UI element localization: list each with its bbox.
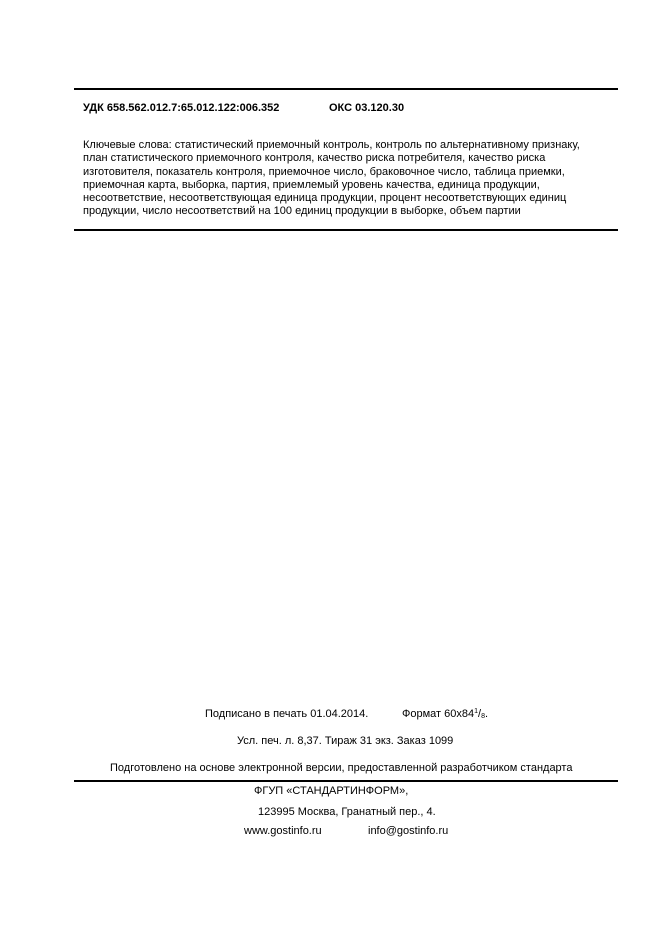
postal-address: 123995 Москва, Гранатный пер., 4.	[258, 806, 436, 818]
bottom-divider	[74, 780, 618, 782]
keywords-line: Ключевые слова: статистический приемочный контроль, контроль по альтернативному признаку,	[83, 139, 580, 151]
keywords-line: продукции, число несоответствий на 100 единиц продукции в выборке, объем партии	[83, 205, 521, 218]
oks-code: ОКС 03.120.30	[329, 102, 405, 114]
middle-divider	[74, 229, 618, 231]
format-suffix: .	[484, 708, 489, 720]
keywords-block	[83, 139, 603, 219]
keywords-line: несоответствие, несоответствующая единица продукции, процент несоответствующих единиц	[83, 192, 567, 205]
prepared-note: Подготовлено на основе электронной версии, предоставленной разработчиком стандарта	[110, 762, 573, 774]
keywords-line: план статистического приемочного контроля, качество риска потребителя, качество риска	[83, 152, 546, 165]
website-link[interactable]: www.gostinfo.ru	[244, 825, 322, 837]
format-numerator: 1	[474, 708, 479, 715]
keywords-line: приемочная карта, выборка, партия, приемлемый уровень качества, единица продукции,	[83, 178, 540, 191]
udk-code: УДК 658.562.012.7:65.012.122:006.352	[83, 102, 280, 114]
format-prefix: Формат 60x84	[402, 708, 475, 720]
paper-format	[402, 708, 488, 720]
classification-line	[83, 102, 405, 114]
organization-name: ФГУП «СТАНДАРТИНФОРМ»,	[254, 785, 409, 797]
keywords-line: изготовителя, показатель контроля, приемочное число, браковочное число, таблица приемки,	[83, 165, 565, 178]
format-denominator: 8	[481, 713, 485, 720]
signed-date: Подписано в печать 01.04.2014.	[205, 708, 369, 720]
format-separator: /	[478, 708, 482, 720]
email-link[interactable]: info@gostinfo.ru	[368, 825, 449, 837]
top-divider	[74, 88, 618, 90]
print-info: Усл. печ. л. 8,37. Тираж 31 экз. Заказ 1099	[237, 735, 454, 747]
